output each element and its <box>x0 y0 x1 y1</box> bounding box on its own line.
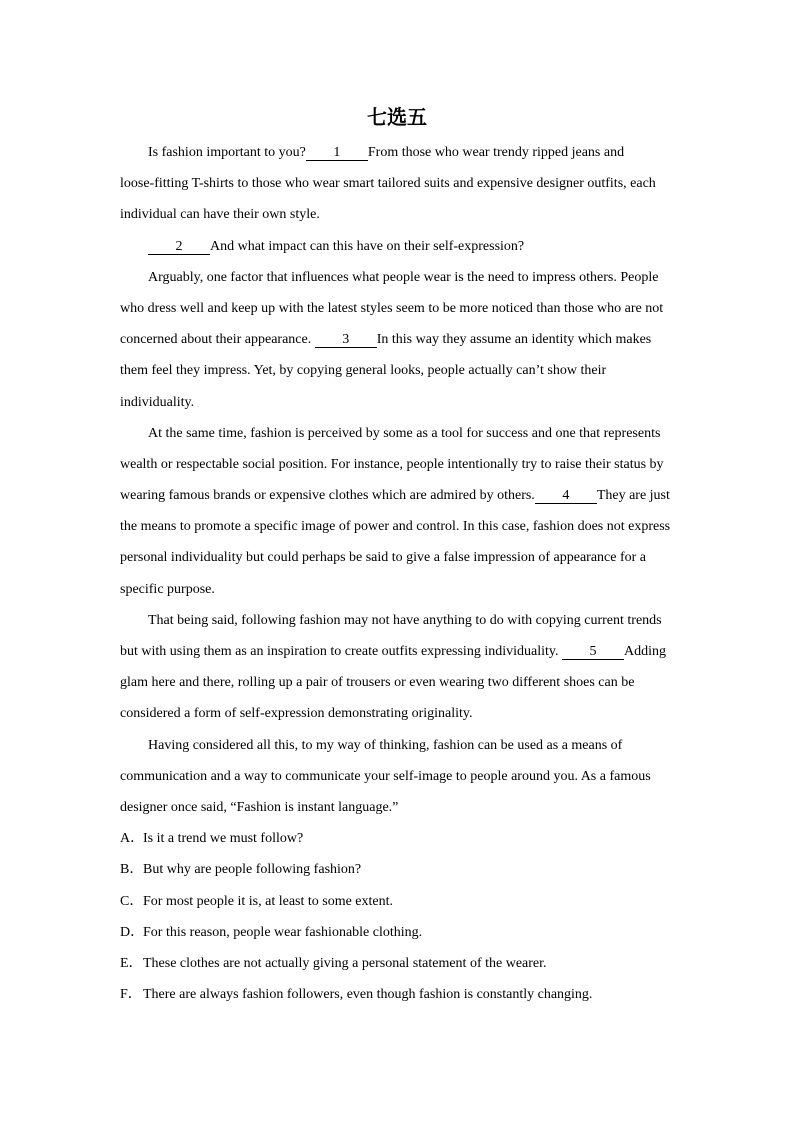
option-text: These clothes are not actually giving a personal statement of the wearer. <box>143 955 547 971</box>
passage-line <box>120 293 720 324</box>
line-text: wealth or respectable social position. For instance, people intentionally try to raise their status by <box>120 456 664 472</box>
option-text: But why are people following fashion? <box>143 862 362 878</box>
line-text: personal individuality but could perhaps be said to give a false impression of appearance for a <box>120 550 646 566</box>
option-label: A． <box>120 831 145 847</box>
page-title: 七选五 <box>367 105 427 129</box>
passage-line <box>120 231 720 262</box>
passage-line <box>120 480 720 511</box>
passage-line <box>120 667 720 698</box>
option-b <box>120 854 720 885</box>
option-label: C． <box>120 893 144 909</box>
option-f <box>120 979 720 1010</box>
line-text: At the same time, fashion is perceived by some as a tool for success and one that represents <box>148 425 661 441</box>
option-d <box>120 917 720 948</box>
option-text: There are always fashion followers, even though fashion is constantly changing. <box>143 987 593 1003</box>
option-label: E． <box>120 955 143 971</box>
option-label: D． <box>120 924 145 940</box>
line-text: considered a form of self-expression demonstrating originality. <box>120 706 473 722</box>
line-text: who dress well and keep up with the latest styles seem to be more noticed than those who are not <box>120 300 664 316</box>
paragraph-3 <box>120 262 720 418</box>
option-e <box>120 948 720 979</box>
passage-line <box>120 574 720 605</box>
line-text: glam here and there, rolling up a pair of trousers or even wearing two different shoes can be <box>120 675 635 691</box>
paragraph-2 <box>120 231 720 262</box>
paragraph-5 <box>120 605 720 730</box>
passage-line <box>120 761 720 792</box>
option-c <box>120 886 720 917</box>
option-text: Is it a trend we must follow? <box>143 831 304 847</box>
blank-5: 5 <box>562 645 624 660</box>
option-text: For most people it is, at least to some extent. <box>143 893 394 909</box>
paragraph-4 <box>120 418 720 605</box>
line-text: them feel they impress. Yet, by copying general looks, people actually can’t show their <box>120 363 607 379</box>
blank-2: 2 <box>148 240 210 255</box>
passage-line <box>120 262 720 293</box>
blank-1: 1 <box>306 146 368 161</box>
line-text: the means to promote a specific image of power and control. In this case, fashion does not express <box>120 519 671 535</box>
line-text: specific purpose. <box>120 581 215 597</box>
line-text: And what impact can this have on their self-expression? <box>210 238 525 254</box>
option-label: B． <box>120 862 144 878</box>
line-text: Is fashion important to you? <box>148 145 306 160</box>
option-list <box>120 823 720 1010</box>
line-text: From those who wear trendy ripped jeans and <box>367 145 625 160</box>
line-text: They are just <box>596 488 670 504</box>
passage-line <box>120 418 720 449</box>
line-text: loose-fitting T-shirts to those who wear smart tailored suits and expensive designer outfits, each <box>120 176 656 192</box>
passage <box>120 137 720 1010</box>
passage-line <box>120 137 720 168</box>
line-text: In this way they assume an identity which makes <box>376 332 652 348</box>
option-text: For this reason, people wear fashionable clothing. <box>143 924 423 940</box>
passage-line <box>120 605 720 636</box>
line-text: communication and a way to communicate your self-image to people around you. As a famous <box>120 768 651 784</box>
passage-line <box>120 324 720 355</box>
passage-line <box>120 698 720 729</box>
passage-line <box>120 511 720 542</box>
line-text: Having considered all this, to my way of thinking, fashion can be used as a means of <box>148 737 623 753</box>
passage-line <box>120 168 720 199</box>
line-text: Arguably, one factor that influences what people wear is the need to impress others. People <box>148 269 659 285</box>
paragraph-1 <box>120 137 720 231</box>
passage-line <box>120 355 720 386</box>
passage-line <box>120 449 720 480</box>
passage-line <box>120 792 720 823</box>
option-label: F． <box>120 987 142 1003</box>
line-text: individuality. <box>120 394 195 410</box>
passage-line <box>120 730 720 761</box>
option-a <box>120 823 720 854</box>
passage-line <box>120 636 720 667</box>
passage-line <box>120 199 720 230</box>
blank-4: 4 <box>535 489 597 504</box>
passage-line <box>120 387 720 418</box>
line-text: That being said, following fashion may not have anything to do with copying current trends <box>148 612 662 628</box>
line-text: concerned about their appearance. <box>120 332 315 348</box>
line-text: but with using them as an inspiration to create outfits expressing individuality. <box>120 644 562 659</box>
line-text: wearing famous brands or expensive clothes which are admired by others. <box>120 488 535 504</box>
line-text: individual can have their own style. <box>120 207 320 223</box>
paragraph-6 <box>120 730 720 824</box>
line-text: designer once said, “Fashion is instant language.” <box>120 799 399 815</box>
blank-3: 3 <box>315 333 377 348</box>
passage-line <box>120 542 720 573</box>
line-text: Adding <box>623 644 666 659</box>
